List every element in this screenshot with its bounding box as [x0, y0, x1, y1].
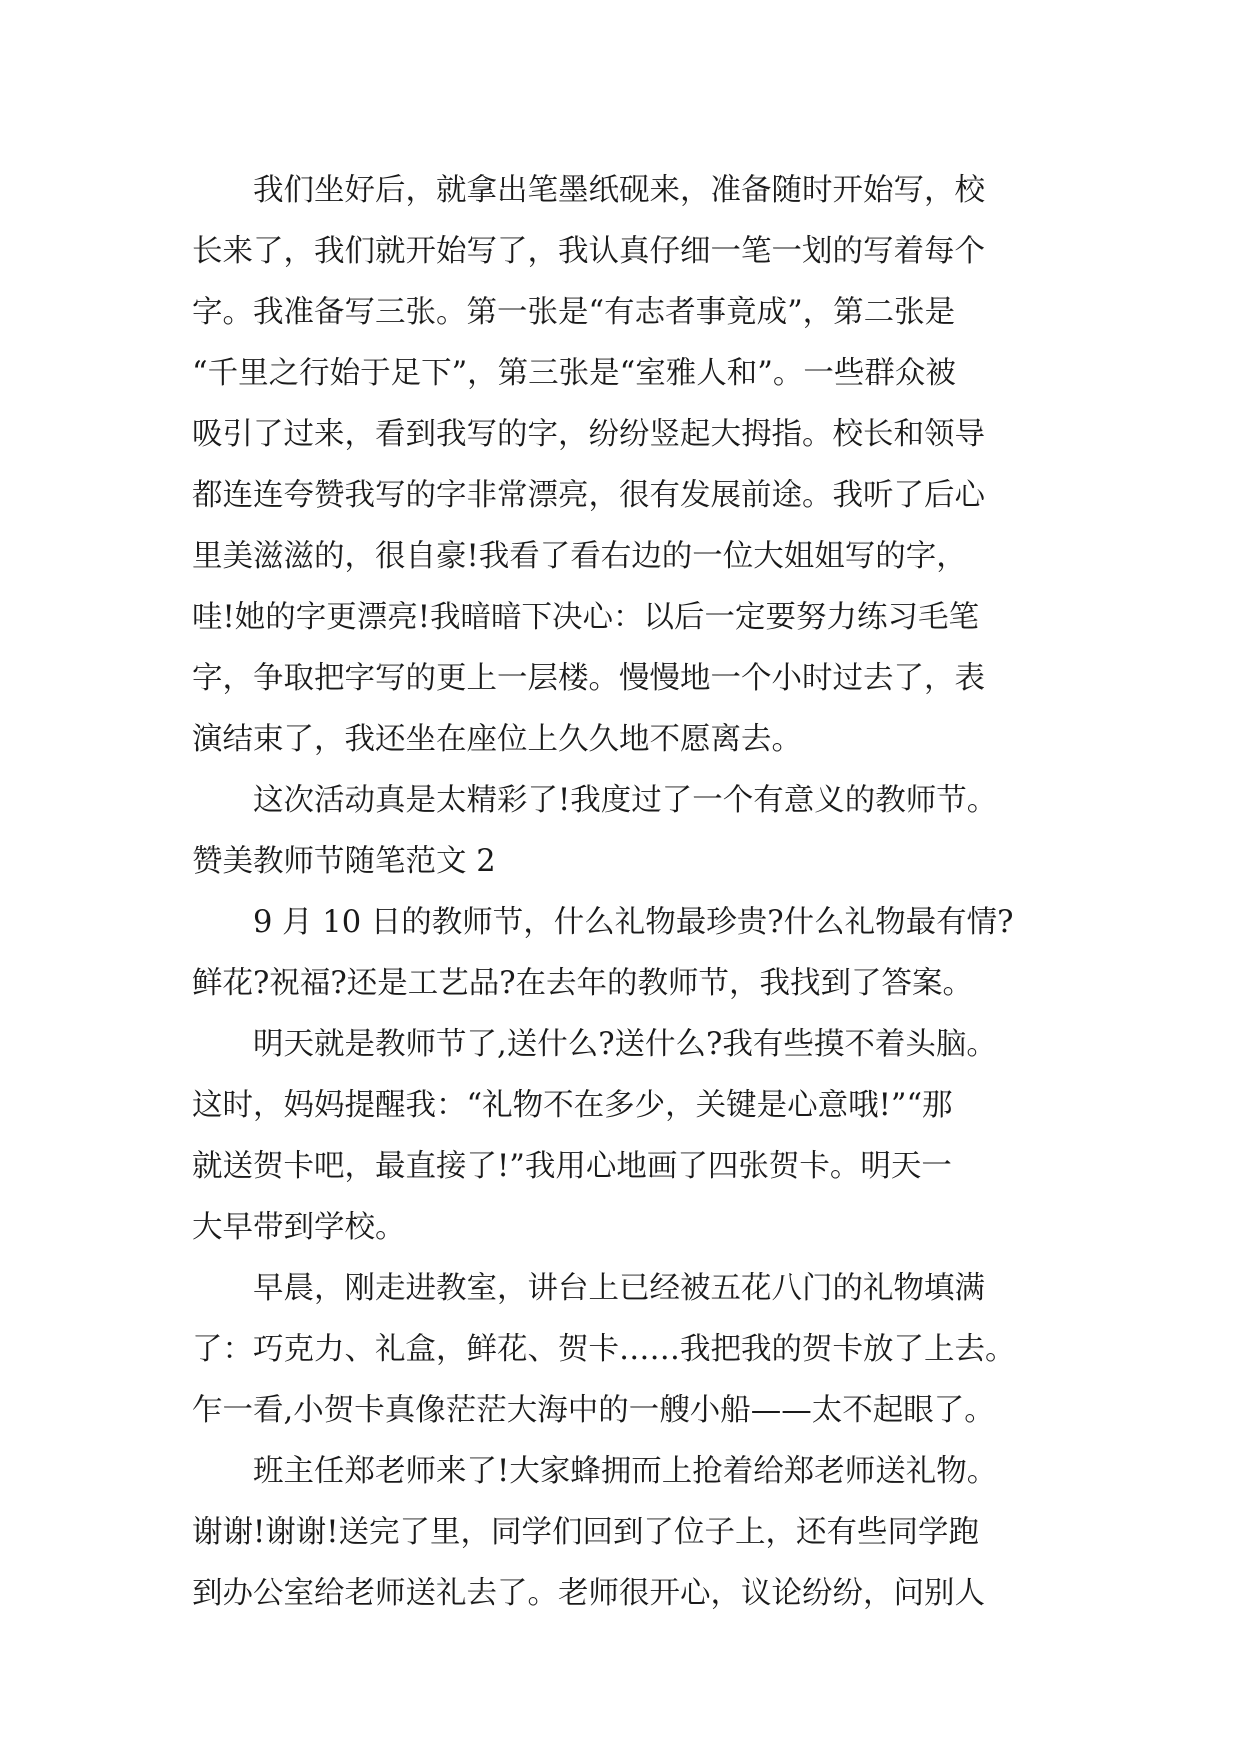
text-line: 字，争取把字写的更上一层楼。慢慢地一个小时过去了，表: [192, 661, 985, 696]
text-line: 早晨，刚走进教室，讲台上已经被五花八门的礼物填满: [192, 1271, 985, 1306]
text-line: 哇!她的字更漂亮!我暗暗下决心：以后一定要努力练习毛笔: [192, 600, 980, 635]
text-line: 明天就是教师节了,送什么?送什么?我有些摸不着头脑。: [192, 1027, 997, 1062]
text-line: 字。我准备写三张。第一张是“有志者事竟成”，第二张是: [192, 295, 956, 330]
text-line: 都连连夸赞我写的字非常漂亮，很有发展前途。我听了后心: [192, 478, 985, 513]
text-line: 长来了，我们就开始写了，我认真仔细一笔一划的写着每个: [192, 234, 985, 269]
text-line: 吸引了过来，看到我写的字，纷纷竖起大拇指。校长和领导: [192, 417, 985, 452]
text-line: “千里之行始于足下”，第三张是“室雅人和”。一些群众被: [192, 356, 956, 391]
text-line: 里美滋滋的，很自豪!我看了看右边的一位大姐姐写的字，: [192, 539, 967, 574]
text-line: 谢谢!谢谢!送完了里，同学们回到了位子上，还有些同学跑: [192, 1515, 980, 1550]
section-heading: 赞美教师节随笔范文 2: [192, 844, 496, 879]
document-body: [192, 160, 1057, 1624]
text-line: 这次活动真是太精彩了!我度过了一个有意义的教师节。: [192, 783, 998, 818]
text-line: 演结束了，我还坐在座位上久久地不愿离去。: [192, 722, 802, 757]
text-line: 班主任郑老师来了!大家蜂拥而上抢着给郑老师送礼物。: [192, 1454, 998, 1489]
text-line: 9 月 10 日的教师节，什么礼物最珍贵?什么礼物最有情?: [192, 905, 1014, 940]
text-line: 大早带到学校。: [192, 1210, 406, 1245]
text-line: 我们坐好后，就拿出笔墨纸砚来，准备随时开始写，校: [192, 173, 985, 208]
text-line: 到办公室给老师送礼去了。老师很开心，议论纷纷，问别人: [192, 1576, 985, 1611]
text-line: 这时，妈妈提醒我：“礼物不在多少，关键是心意哦!”“那: [192, 1088, 953, 1123]
text-line: 鲜花?祝福?还是工艺品?在去年的教师节，我找到了答案。: [192, 966, 974, 1001]
text-line: 乍一看,小贺卡真像茫茫大海中的一艘小船——太不起眼了。: [192, 1393, 995, 1428]
text-line: 就送贺卡吧，最直接了!”我用心地画了四张贺卡。明天一: [192, 1149, 952, 1184]
text-line: 了：巧克力、礼盒，鲜花、贺卡……我把我的贺卡放了上去。: [192, 1332, 1016, 1367]
